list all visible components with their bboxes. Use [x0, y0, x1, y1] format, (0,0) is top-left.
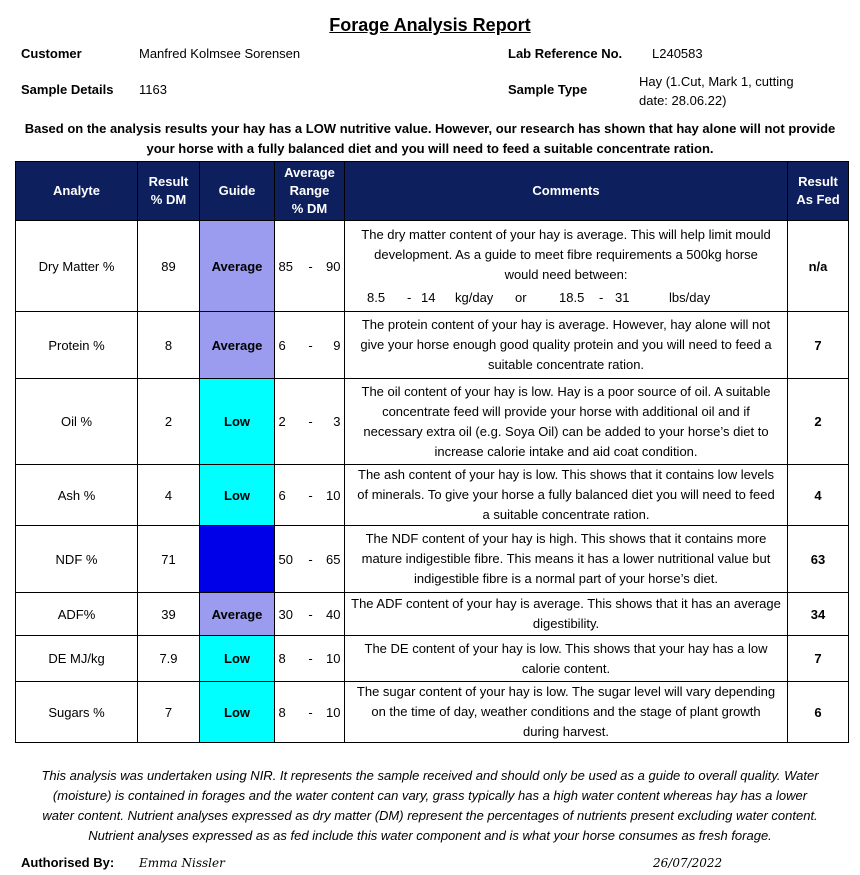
comment-line: The ash content of your hay is low. This shows that it contains low levels	[358, 467, 774, 482]
range-separator: -	[308, 414, 313, 429]
range-high: 90	[326, 258, 341, 274]
analyte-cell: NDF %	[16, 526, 138, 593]
result-dm-cell: 89	[138, 221, 200, 312]
range-separator: -	[308, 337, 313, 353]
range-low: 50	[278, 551, 293, 567]
range-high: 65	[326, 551, 341, 567]
analyte-cell: DE MJ/kg	[16, 636, 138, 682]
table-row	[16, 636, 849, 682]
comment-cell	[345, 379, 788, 465]
result-as-fed-cell: 7	[788, 636, 849, 682]
comment-line: The dry matter content of your hay is average. This will help limit mould	[361, 226, 771, 242]
range-high: 40	[326, 606, 341, 622]
sample-type-line: date: 28.06.22)	[639, 93, 727, 108]
sample-details-label: Sample Details	[21, 82, 114, 97]
comment-line: The ADF content of your hay is average. This shows that it has an average	[351, 596, 781, 611]
footnote-line: This analysis was undertaken using NIR. It represents the sample received and should only be used as a guide to overall quality. Water	[41, 768, 819, 783]
table-row	[16, 526, 849, 593]
result-dm-cell: 39	[138, 593, 200, 636]
comment-cell	[345, 221, 788, 312]
authorisation-date: 26/07/2022	[653, 856, 723, 870]
header-guide: Guide	[200, 162, 275, 221]
average-range-cell	[275, 593, 345, 636]
lb-low: 18.5	[559, 289, 585, 305]
comment-line: The oil content of your hay is low. Hay is a poor source of oil. A suitable	[361, 383, 771, 399]
analyte-cell: Sugars %	[16, 682, 138, 743]
result-as-fed-cell: n/a	[788, 221, 849, 312]
range-low: 8	[278, 651, 286, 666]
header-text: Result	[148, 174, 189, 189]
comment-line: necessary extra oil (e.g. Soya Oil) can be added to your horse’s diet to	[363, 423, 769, 439]
result-as-fed-cell: 63	[788, 526, 849, 593]
analyte-cell: Protein %	[16, 312, 138, 379]
lab-reference-label: Lab Reference No.	[508, 46, 623, 61]
customer-value: Manfred Kolmsee Sorensen	[139, 46, 301, 61]
comment-line: during harvest.	[523, 724, 609, 739]
kg-high: 14	[421, 289, 436, 305]
comment-line: would need between:	[504, 266, 628, 282]
comment-line: The NDF content of your hay is high. This shows that it contains more	[365, 531, 767, 546]
lab-reference-value: L240583	[652, 46, 703, 61]
customer-label: Customer	[21, 46, 82, 61]
or-label: or	[515, 289, 527, 305]
guide-cell: Low	[200, 465, 275, 526]
header-text: Average	[284, 165, 335, 180]
comment-line: give your horse enough good quality protein and you will need to feed a	[360, 337, 772, 352]
header-text: % DM	[291, 201, 328, 216]
guide-cell: Low	[200, 379, 275, 465]
comment-cell	[345, 526, 788, 593]
comment-line: The DE content of your hay is low. This shows that your hay has a low	[364, 640, 768, 656]
sample-details-value: 1163	[139, 82, 167, 97]
authoriser-signature: Emma Nissler	[139, 856, 225, 870]
kg-separator: -	[407, 289, 412, 305]
comment-cell	[345, 312, 788, 379]
dm-requirement-line	[345, 285, 787, 308]
average-range-cell	[275, 465, 345, 526]
guide-cell: Average	[200, 221, 275, 312]
range-high: 10	[326, 487, 341, 503]
table-header-row	[16, 162, 849, 221]
range-separator: -	[308, 704, 313, 720]
range-separator: -	[308, 258, 313, 274]
table-row	[16, 593, 849, 636]
header-text: % DM	[150, 192, 187, 207]
comment-line: The protein content of your hay is average. However, hay alone will not	[361, 317, 771, 332]
comment-line: indigestible fibre is a normal part of your horse’s diet.	[414, 571, 718, 586]
result-as-fed-cell: 2	[788, 379, 849, 465]
comment-line: calorie content.	[521, 660, 611, 676]
result-dm-cell: 71	[138, 526, 200, 593]
kg-low: 8.5	[367, 289, 386, 305]
intro-line: your horse with a fully balanced diet and you will need to feed a suitable concentrate ration.	[146, 141, 714, 156]
range-high: 9	[333, 337, 341, 353]
result-dm-cell: 7.9	[138, 636, 200, 682]
kg-unit: kg/day	[455, 289, 494, 305]
range-separator: -	[308, 606, 313, 622]
comment-cell	[345, 682, 788, 743]
table-row	[16, 465, 849, 526]
range-high: 10	[326, 651, 341, 666]
sample-type-value	[639, 72, 794, 110]
guide-cell: Low	[200, 636, 275, 682]
comment-line: mature indigestible fibre. This means it has a lower nutritional value but	[361, 551, 771, 566]
header-text: As Fed	[796, 192, 840, 207]
sample-type-label: Sample Type	[508, 82, 588, 97]
authorised-by-label: Authorised By:	[21, 855, 115, 870]
header-comments: Comments	[345, 162, 788, 221]
result-dm-cell: 2	[138, 379, 200, 465]
result-dm-cell: 8	[138, 312, 200, 379]
comment-cell	[345, 636, 788, 682]
footnote-line: (moisture) is contained in forages and the water content can vary, grass typically has a high water content whereas hay has a lower	[52, 788, 808, 803]
analyte-cell: Ash %	[16, 465, 138, 526]
result-as-fed-cell: 7	[788, 312, 849, 379]
comment-line: a suitable concentrate ration.	[482, 507, 650, 522]
average-range-cell	[275, 312, 345, 379]
footnote-line: Nutrient analyses expressed as as fed include this water component and is what your horse consumes as fresh forage.	[88, 828, 772, 843]
average-range-cell	[275, 379, 345, 465]
comment-line: of minerals. To give your horse a fully balanced diet you will need to feed	[357, 487, 775, 502]
header-result-dm	[138, 162, 200, 221]
analyte-cell: Oil %	[16, 379, 138, 465]
comment-cell	[345, 593, 788, 636]
header-text: Result	[798, 174, 838, 189]
header-text: Range	[289, 183, 330, 198]
table-row	[16, 312, 849, 379]
comment-line: suitable concentrate ration.	[487, 357, 645, 372]
comment-line: on the time of day, weather conditions and the stage of plant growth	[371, 704, 761, 719]
lb-unit: lbs/day	[669, 289, 711, 305]
range-separator: -	[308, 651, 313, 666]
analyte-cell: ADF%	[16, 593, 138, 636]
comment-line: development. As a guide to meet fibre requirements a 500kg horse	[374, 246, 758, 262]
table-row	[16, 221, 849, 312]
range-low: 8	[278, 704, 286, 720]
intro-line: Based on the analysis results your hay has a LOW nutritive value. However, our research has shown that hay alone will not provide	[24, 121, 836, 136]
header-analyte: Analyte	[16, 162, 138, 221]
range-separator: -	[308, 487, 313, 503]
comment-line: concentrate feed will provide your horse with additional oil and if	[382, 403, 750, 419]
footnote	[16, 766, 844, 846]
comment-cell	[345, 465, 788, 526]
result-as-fed-cell: 4	[788, 465, 849, 526]
report-title: Forage Analysis Report	[329, 15, 531, 35]
analysis-table	[15, 161, 849, 743]
lb-high: 31	[615, 289, 630, 305]
intro-statement	[16, 119, 844, 159]
sample-type-line: Hay (1.Cut, Mark 1, cutting	[639, 74, 794, 89]
header-average-range	[275, 162, 345, 221]
average-range-cell	[275, 682, 345, 743]
footnote-line: water content. Nutrient analyses expressed as dry matter (DM) represent the percentages of nutrients present excluding water content.	[42, 808, 818, 823]
result-as-fed-cell: 34	[788, 593, 849, 636]
guide-cell: High	[200, 526, 275, 593]
guide-cell: Average	[200, 312, 275, 379]
range-high: 10	[326, 704, 341, 720]
range-low: 2	[278, 414, 286, 429]
comment-line: digestibility.	[532, 616, 600, 631]
result-as-fed-cell: 6	[788, 682, 849, 743]
guide-cell: Low	[200, 682, 275, 743]
lb-separator: -	[599, 289, 604, 305]
result-dm-cell: 7	[138, 682, 200, 743]
average-range-cell	[275, 636, 345, 682]
range-low: 85	[278, 258, 293, 274]
range-low: 30	[278, 606, 293, 622]
table-row	[16, 682, 849, 743]
result-dm-cell: 4	[138, 465, 200, 526]
comment-line: increase calorie intake and aid coat condition.	[434, 443, 698, 459]
range-high: 3	[333, 414, 341, 429]
range-low: 6	[278, 337, 286, 353]
average-range-cell	[275, 221, 345, 312]
average-range-cell	[275, 526, 345, 593]
header-result-as-fed	[788, 162, 849, 221]
analyte-cell: Dry Matter %	[16, 221, 138, 312]
comment-line: The sugar content of your hay is low. The sugar level will vary depending	[356, 684, 776, 699]
range-low: 6	[278, 487, 286, 503]
table-row	[16, 379, 849, 465]
guide-cell: Average	[200, 593, 275, 636]
range-separator: -	[308, 551, 313, 567]
